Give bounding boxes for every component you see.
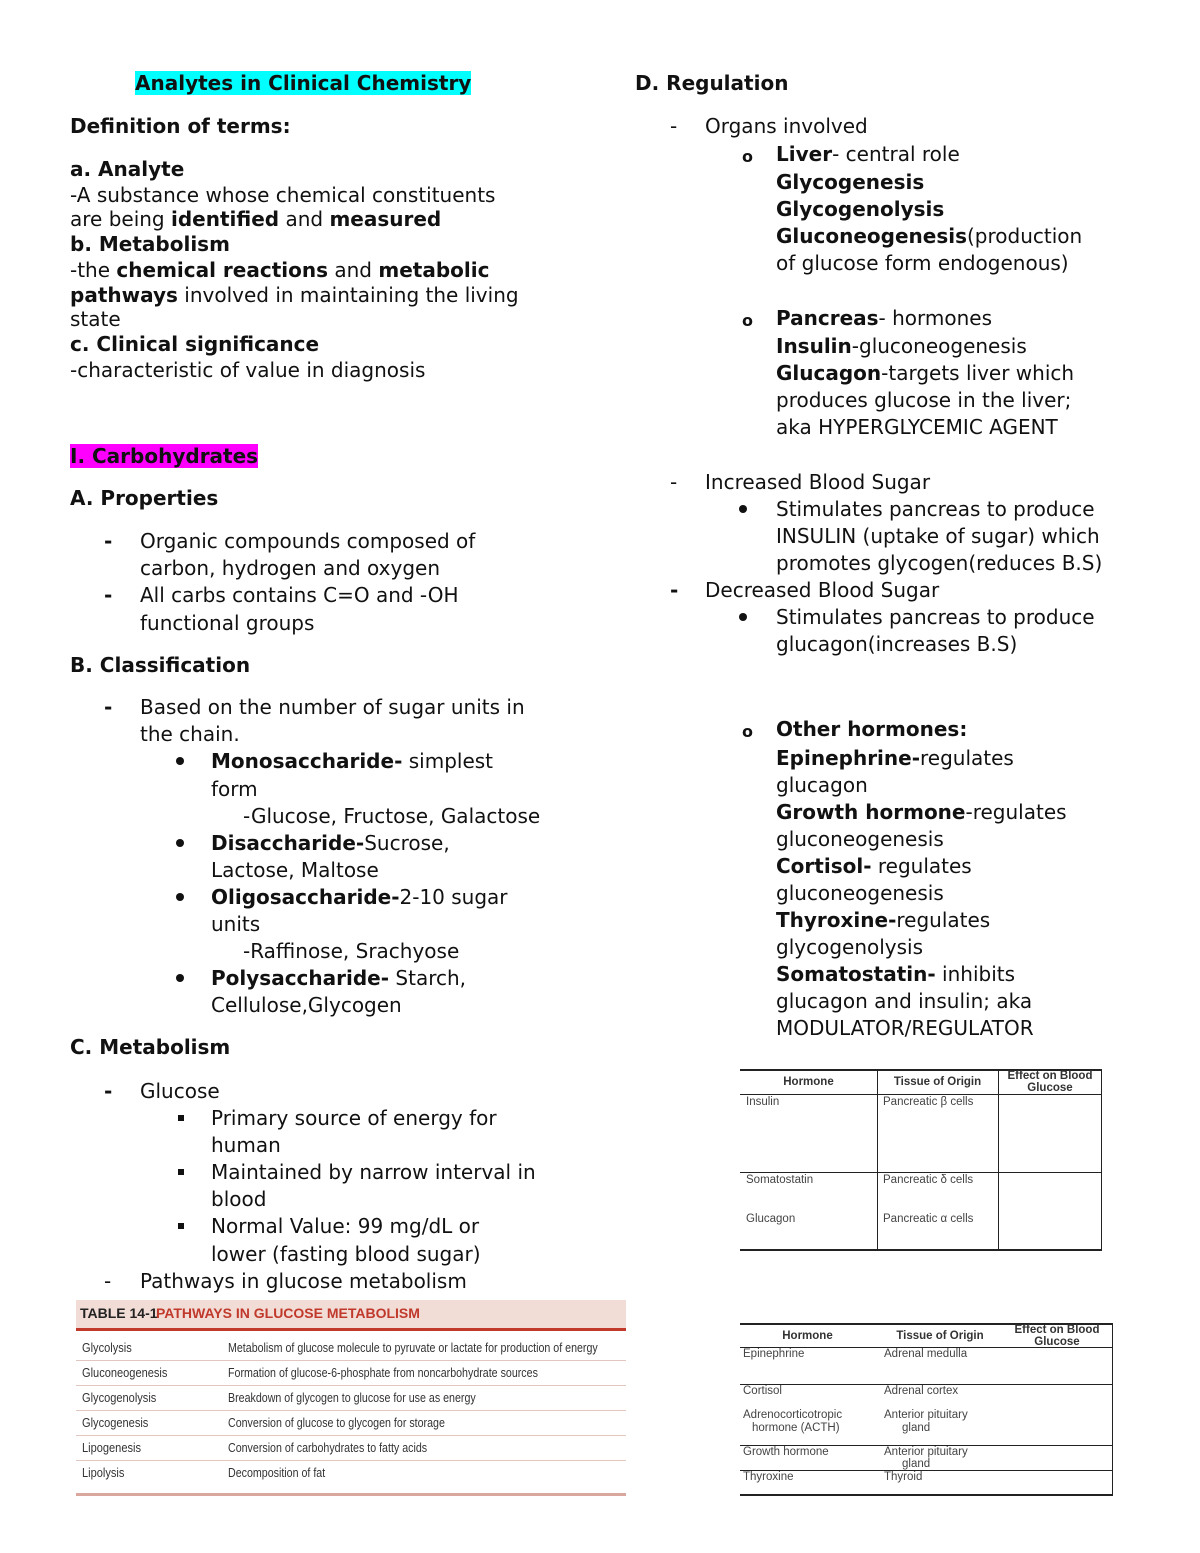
carbohydrates-heading: I. Carbohydrates xyxy=(70,444,259,468)
pathway-name: Glycogenolysis xyxy=(82,1390,157,1405)
table-header-effect: Effect on Blood Glucose xyxy=(1014,1324,1100,1348)
pathway-description: Conversion of carbohydrates to fatty acids xyxy=(228,1440,428,1455)
property-2-line1: All carbs contains C=O and -OH xyxy=(140,583,459,607)
clinical-definition: -characteristic of value in diagnosis xyxy=(70,358,426,382)
table-row xyxy=(76,1410,626,1436)
pathways-table-tag: TABLE 14-1 xyxy=(80,1305,158,1321)
table-header-tissue: Tissue of Origin xyxy=(893,1076,982,1088)
disaccharide-line1: Disaccharide-Sucrose, xyxy=(211,831,450,855)
dot-bullet-icon xyxy=(176,830,184,847)
definitions-heading: Definition of terms: xyxy=(70,114,291,138)
dot-bullet-icon xyxy=(739,496,747,513)
table-cell: hormone (ACTH) xyxy=(752,1422,840,1434)
circle-bullet-icon: o xyxy=(742,311,753,330)
growth-hormone-line2: gluconeogenesis xyxy=(776,827,944,851)
glucose-fact-3-line2: lower (fasting blood sugar) xyxy=(211,1242,481,1266)
table-row xyxy=(76,1335,626,1361)
analyte-definition-line1: -A substance whose chemical constituents xyxy=(70,183,496,207)
table-row xyxy=(76,1460,626,1485)
table-cell: Anterior pituitary xyxy=(884,1409,968,1421)
analyte-definition-line2: are being identified and measured xyxy=(70,207,442,231)
epinephrine-line2: glucagon xyxy=(776,773,868,797)
table-cell: Anterior pituitary xyxy=(884,1446,968,1458)
glucagon-line1: Glucagon-targets liver which xyxy=(776,361,1075,385)
analyte-heading: a. Analyte xyxy=(70,157,185,181)
table-cell: Pancreatic α cells xyxy=(883,1213,974,1225)
pathways-table-header xyxy=(76,1300,626,1331)
dash-bullet: - xyxy=(104,1269,112,1293)
glucose-fact-3-line1: Normal Value: 99 mg/dL or xyxy=(211,1214,480,1238)
cortisol-line1: Cortisol- regulates xyxy=(776,854,972,878)
dash-bullet: - xyxy=(670,114,678,138)
increased-line2: INSULIN (uptake of sugar) which xyxy=(776,524,1100,548)
table-cell: gland xyxy=(902,1422,931,1434)
dot-bullet-icon xyxy=(176,748,184,765)
polysaccharide-line2: Cellulose,Glycogen xyxy=(211,993,402,1017)
increased-label: Increased Blood Sugar xyxy=(705,470,931,494)
pathway-description: Metabolism of glucose molecule to pyruvate or lactate for production of energy xyxy=(228,1340,598,1355)
monosaccharide-examples: -Glucose, Fructose, Galactose xyxy=(243,804,541,828)
increased-line1: Stimulates pancreas to produce xyxy=(776,497,1095,521)
oligosaccharide-examples: -Raffinose, Srachyose xyxy=(243,939,460,963)
pathways-table xyxy=(76,1300,626,1496)
pathways-label: Pathways in glucose metabolism xyxy=(140,1269,467,1293)
pathway-description: Conversion of glucose to glycogen for storage xyxy=(228,1415,445,1430)
table-bottom-rule xyxy=(76,1493,626,1496)
glucagon-line3: aka HYPERGLYCEMIC AGENT xyxy=(776,415,1058,439)
table-cell: Thyroxine xyxy=(743,1471,794,1483)
monosaccharide-line2: form xyxy=(211,777,258,801)
pathway-description: Breakdown of glycogen to glucose for use as energy xyxy=(228,1390,476,1405)
property-1-line2: carbon, hydrogen and oxygen xyxy=(140,556,441,580)
glucose-fact-2-line2: blood xyxy=(211,1187,267,1211)
growth-hormone-line1: Growth hormone-regulates xyxy=(776,800,1067,824)
table-header-hormone: Hormone xyxy=(782,1330,833,1342)
somatostatin-line3: MODULATOR/REGULATOR xyxy=(776,1016,1034,1040)
glycogenesis-label: Glycogenesis xyxy=(776,170,925,194)
dash-bullet: - xyxy=(670,578,679,602)
glycogenolysis-label: Glycogenolysis xyxy=(776,197,945,221)
insulin-line: Insulin-gluconeogenesis xyxy=(776,334,1027,358)
oligosaccharide-line2: units xyxy=(211,912,261,936)
square-bullet-icon xyxy=(178,1159,184,1175)
dash-bullet: - xyxy=(104,583,113,607)
property-2-line2: functional groups xyxy=(140,611,315,635)
table-cell: Pancreatic δ cells xyxy=(883,1174,974,1186)
thyroxine-line1: Thyroxine-regulates xyxy=(776,908,991,932)
square-bullet-icon xyxy=(178,1105,184,1121)
somatostatin-line2: glucagon and insulin; aka xyxy=(776,989,1033,1013)
table-cell: Cortisol xyxy=(743,1385,782,1397)
pathway-description: Decomposition of fat xyxy=(228,1465,326,1480)
table-cell: Pancreatic β cells xyxy=(883,1096,974,1108)
gluconeogenesis-line2: of glucose form endogenous) xyxy=(776,251,1069,275)
dash-bullet: - xyxy=(104,695,113,719)
table-cell: Insulin xyxy=(746,1096,780,1108)
dot-bullet-icon xyxy=(176,884,184,901)
metabolism-section-heading: C. Metabolism xyxy=(70,1035,231,1059)
square-bullet-icon xyxy=(178,1213,184,1229)
glucose-fact-1-line1: Primary source of energy for xyxy=(211,1106,497,1130)
gluconeogenesis-line1: Gluconeogenesis(production xyxy=(776,224,1083,248)
pathway-name: Lipogenesis xyxy=(82,1440,141,1455)
decreased-line2: glucagon(increases B.S) xyxy=(776,632,1018,656)
decreased-label: Decreased Blood Sugar xyxy=(705,578,940,602)
regulation-heading: D. Regulation xyxy=(635,71,789,95)
classification-line1: Based on the number of sugar units in xyxy=(140,695,525,719)
pathway-description: Formation of glucose-6-phosphate from noncarbohydrate sources xyxy=(228,1365,538,1380)
epinephrine-line1: Epinephrine-regulates xyxy=(776,746,1014,770)
pathway-name: Gluconeogenesis xyxy=(82,1365,168,1380)
table-header-effect: Effect on Blood Glucose xyxy=(1007,1070,1093,1094)
pathway-name: Glycogenesis xyxy=(82,1415,149,1430)
table-row xyxy=(76,1360,626,1386)
table-cell: Adrenocorticotropic xyxy=(743,1409,843,1421)
table-cell: Somatostatin xyxy=(746,1174,814,1186)
table-cell: Adrenal cortex xyxy=(884,1385,959,1397)
dot-bullet-icon xyxy=(176,965,184,982)
table-cell: gland xyxy=(902,1458,931,1470)
pathways-table-title: PATHWAYS IN GLUCOSE METABOLISM xyxy=(156,1305,420,1321)
dot-bullet-icon xyxy=(739,604,747,621)
classification-line2: the chain. xyxy=(140,722,240,746)
liver-line: Liver- central role xyxy=(776,142,960,166)
glucagon-line2: produces glucose in the liver; xyxy=(776,388,1072,412)
cortisol-line2: gluconeogenesis xyxy=(776,881,944,905)
table-cell: Thyroid xyxy=(884,1471,923,1483)
glucose-fact-1-line2: human xyxy=(211,1133,281,1157)
classification-heading: B. Classification xyxy=(70,653,251,677)
table-row xyxy=(76,1435,626,1461)
glucose-label: Glucose xyxy=(140,1079,220,1103)
page-title: Analytes in Clinical Chemistry xyxy=(135,71,472,95)
circle-bullet-icon: o xyxy=(742,147,753,166)
pathway-name: Lipolysis xyxy=(82,1465,125,1480)
somatostatin-line1: Somatostatin- inhibits xyxy=(776,962,1016,986)
dash-bullet: - xyxy=(104,529,113,553)
metabolism-definition-line2: pathways involved in maintaining the living xyxy=(70,283,519,307)
thyroxine-line2: glycogenolysis xyxy=(776,935,924,959)
increased-line3: promotes glycogen(reduces B.S) xyxy=(776,551,1103,575)
organs-label: Organs involved xyxy=(705,114,868,138)
oligosaccharide-line1: Oligosaccharide-2-10 sugar xyxy=(211,885,508,909)
metabolism-definition-line3: state xyxy=(70,307,121,331)
pathway-name: Glycolysis xyxy=(82,1340,132,1355)
disaccharide-line2: Lactose, Maltose xyxy=(211,858,379,882)
table-cell: Growth hormone xyxy=(743,1446,829,1458)
table-cell: Epinephrine xyxy=(743,1348,805,1360)
other-hormones-heading: Other hormones: xyxy=(776,717,968,741)
pancreas-line: Pancreas- hormones xyxy=(776,306,993,330)
dash-bullet: - xyxy=(670,470,678,494)
table-cell: Glucagon xyxy=(746,1213,796,1225)
metabolism-definition-line1: -the chemical reactions and metabolic xyxy=(70,258,490,282)
table-row xyxy=(76,1385,626,1411)
table-header-tissue: Tissue of Origin xyxy=(896,1330,984,1342)
circle-bullet-icon: o xyxy=(742,722,753,741)
polysaccharide-line1: Polysaccharide- Starch, xyxy=(211,966,467,990)
decreased-line1: Stimulates pancreas to produce xyxy=(776,605,1095,629)
property-1-line1: Organic compounds composed of xyxy=(140,529,476,553)
monosaccharide-line1: Monosaccharide- simplest xyxy=(211,749,494,773)
clinical-heading: c. Clinical significance xyxy=(70,332,320,356)
properties-heading: A. Properties xyxy=(70,486,219,510)
metabolism-heading: b. Metabolism xyxy=(70,232,230,256)
dash-bullet: - xyxy=(104,1079,113,1103)
glucose-fact-2-line1: Maintained by narrow interval in xyxy=(211,1160,536,1184)
table-cell: Adrenal medulla xyxy=(884,1348,968,1360)
table-header-hormone: Hormone xyxy=(783,1076,834,1088)
